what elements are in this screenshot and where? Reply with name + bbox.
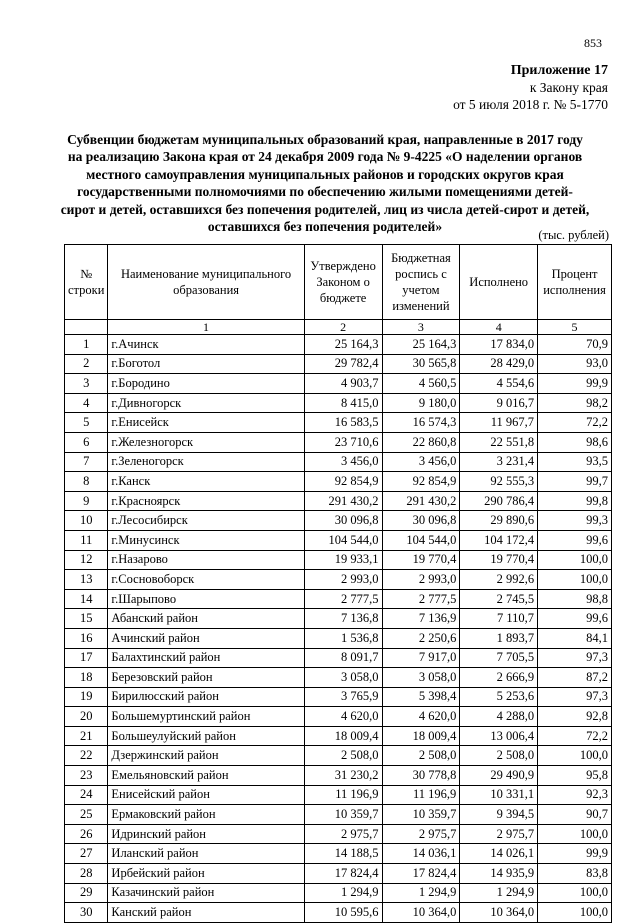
header-executed: Исполнено [460, 245, 538, 320]
municipality-name: г.Сосновоборск [108, 570, 304, 590]
approved-value: 291 430,2 [304, 491, 382, 511]
approved-value: 11 196,9 [304, 785, 382, 805]
table-row [65, 785, 612, 805]
page-number: 853 [584, 36, 602, 50]
municipality-name: г.Железногорск [108, 432, 304, 452]
table-row [65, 903, 612, 923]
percent-value: 72,2 [538, 413, 612, 433]
table-row [65, 511, 612, 531]
row-number: 5 [65, 413, 108, 433]
budget-schedule-value: 25 164,3 [382, 335, 460, 355]
row-number: 3 [65, 374, 108, 394]
executed-value: 2 975,7 [460, 824, 538, 844]
appendix-date: от 5 июля 2018 г. № 5-1770 [453, 97, 608, 112]
table-row [65, 413, 612, 433]
budget-schedule-value: 7 917,0 [382, 648, 460, 668]
percent-value: 98,6 [538, 432, 612, 452]
executed-value: 2 745,5 [460, 589, 538, 609]
percent-value: 99,6 [538, 609, 612, 629]
row-number: 25 [65, 805, 108, 825]
budget-schedule-value: 2 777,5 [382, 589, 460, 609]
approved-value: 3 058,0 [304, 668, 382, 688]
row-number: 21 [65, 726, 108, 746]
header-municipality: Наименование муниципального образования [108, 245, 304, 320]
municipality-name: г.Минусинск [108, 530, 304, 550]
approved-value: 7 136,8 [304, 609, 382, 629]
municipality-name: Ачинский район [108, 628, 304, 648]
row-number: 15 [65, 609, 108, 629]
executed-value: 13 006,4 [460, 726, 538, 746]
percent-value: 99,3 [538, 511, 612, 531]
approved-value: 2 508,0 [304, 746, 382, 766]
appendix-title: Приложение 17 [510, 63, 608, 78]
budget-schedule-value: 14 036,1 [382, 844, 460, 864]
executed-value: 2 508,0 [460, 746, 538, 766]
percent-value: 99,7 [538, 472, 612, 492]
municipality-name: Абанский район [108, 609, 304, 629]
executed-value: 22 551,8 [460, 432, 538, 452]
percent-value: 98,8 [538, 589, 612, 609]
column-number: 3 [382, 320, 460, 335]
municipality-name: г.Шарыпово [108, 589, 304, 609]
municipality-name: Большемуртинский район [108, 707, 304, 727]
municipality-name: Идринский район [108, 824, 304, 844]
budget-schedule-value: 2 993,0 [382, 570, 460, 590]
executed-value: 4 554,6 [460, 374, 538, 394]
table-row [65, 766, 612, 786]
table-row [65, 491, 612, 511]
table-row [65, 628, 612, 648]
budget-schedule-value: 30 096,8 [382, 511, 460, 531]
budget-schedule-value: 2 975,7 [382, 824, 460, 844]
budget-schedule-value: 10 364,0 [382, 903, 460, 923]
budget-schedule-value: 2 250,6 [382, 628, 460, 648]
table-row [65, 374, 612, 394]
row-number: 4 [65, 393, 108, 413]
table-row [65, 452, 612, 472]
row-number: 2 [65, 354, 108, 374]
row-number: 6 [65, 432, 108, 452]
executed-value: 3 231,4 [460, 452, 538, 472]
table-row [65, 883, 612, 903]
executed-value: 14 026,1 [460, 844, 538, 864]
header-percent: Процент исполнения [538, 245, 612, 320]
percent-value: 87,2 [538, 668, 612, 688]
executed-value: 10 331,1 [460, 785, 538, 805]
budget-schedule-value: 5 398,4 [382, 687, 460, 707]
approved-value: 4 620,0 [304, 707, 382, 727]
percent-value: 84,1 [538, 628, 612, 648]
column-number-empty [65, 320, 108, 335]
document-title: Субвенции бюджетам муниципальных образований края, направленные в 2017 году на реализацию Закона края от 24 декабря 2009 года № 9-4225 «О наделении органов местного самоуправления муниципальных районов и городских округов края государственными полномочиями по обеспечению жилыми помещениями детей-сирот и детей, оставшихся без попечения родителей, лиц из числа детей-сирот и детей, оставшихся без попечения родителей» [60, 132, 590, 235]
budget-schedule-value: 30 778,8 [382, 766, 460, 786]
budget-schedule-value: 18 009,4 [382, 726, 460, 746]
approved-value: 3 456,0 [304, 452, 382, 472]
approved-value: 19 933,1 [304, 550, 382, 570]
executed-value: 9 394,5 [460, 805, 538, 825]
executed-value: 9 016,7 [460, 393, 538, 413]
executed-value: 5 253,6 [460, 687, 538, 707]
municipality-name: г.Зеленогорск [108, 452, 304, 472]
approved-value: 2 993,0 [304, 570, 382, 590]
budget-schedule-value: 17 824,4 [382, 864, 460, 884]
executed-value: 29 890,6 [460, 511, 538, 531]
approved-value: 1 294,9 [304, 883, 382, 903]
approved-value: 14 188,5 [304, 844, 382, 864]
row-number: 20 [65, 707, 108, 727]
row-number: 14 [65, 589, 108, 609]
municipality-name: Ирбейский район [108, 864, 304, 884]
percent-value: 93,0 [538, 354, 612, 374]
table-row [65, 746, 612, 766]
executed-value: 1 294,9 [460, 883, 538, 903]
row-number: 22 [65, 746, 108, 766]
percent-value: 98,2 [538, 393, 612, 413]
percent-value: 99,8 [538, 491, 612, 511]
table-row [65, 393, 612, 413]
percent-value: 97,3 [538, 648, 612, 668]
appendix-block [453, 62, 608, 113]
unit-label: (тыс. рублей) [538, 228, 609, 242]
table-row [65, 609, 612, 629]
budget-schedule-value: 2 508,0 [382, 746, 460, 766]
municipality-name: Ермаковский район [108, 805, 304, 825]
percent-value: 99,9 [538, 844, 612, 864]
percent-value: 97,3 [538, 687, 612, 707]
row-number: 16 [65, 628, 108, 648]
table-row [65, 570, 612, 590]
executed-value: 28 429,0 [460, 354, 538, 374]
table-row [65, 550, 612, 570]
row-number: 10 [65, 511, 108, 531]
approved-value: 25 164,3 [304, 335, 382, 355]
budget-schedule-value: 7 136,9 [382, 609, 460, 629]
executed-value: 11 967,7 [460, 413, 538, 433]
percent-value: 83,8 [538, 864, 612, 884]
municipality-name: Березовский район [108, 668, 304, 688]
table-row [65, 687, 612, 707]
table-row [65, 726, 612, 746]
percent-value: 92,3 [538, 785, 612, 805]
column-number-row [65, 320, 612, 335]
header-budget-schedule: Бюджетная роспись с учетом изменений [382, 245, 460, 320]
table-row [65, 844, 612, 864]
percent-value: 93,5 [538, 452, 612, 472]
municipality-name: Дзержинский район [108, 746, 304, 766]
table-row [65, 589, 612, 609]
approved-value: 92 854,9 [304, 472, 382, 492]
approved-value: 23 710,6 [304, 432, 382, 452]
percent-value: 100,0 [538, 883, 612, 903]
row-number: 19 [65, 687, 108, 707]
approved-value: 10 359,7 [304, 805, 382, 825]
table-row [65, 824, 612, 844]
executed-value: 2 666,9 [460, 668, 538, 688]
municipality-name: г.Лесосибирск [108, 511, 304, 531]
executed-value: 19 770,4 [460, 550, 538, 570]
percent-value: 100,0 [538, 570, 612, 590]
approved-value: 16 583,5 [304, 413, 382, 433]
table-row [65, 530, 612, 550]
municipality-name: г.Ачинск [108, 335, 304, 355]
table-row [65, 432, 612, 452]
table-row [65, 335, 612, 355]
row-number: 9 [65, 491, 108, 511]
municipality-name: Енисейский район [108, 785, 304, 805]
executed-value: 4 288,0 [460, 707, 538, 727]
municipality-name: Казачинский район [108, 883, 304, 903]
approved-value: 31 230,2 [304, 766, 382, 786]
municipality-name: Большеулуйский район [108, 726, 304, 746]
executed-value: 104 172,4 [460, 530, 538, 550]
row-number: 7 [65, 452, 108, 472]
municipality-name: г.Енисейск [108, 413, 304, 433]
column-number: 1 [108, 320, 304, 335]
percent-value: 90,7 [538, 805, 612, 825]
row-number: 1 [65, 335, 108, 355]
header-approved: Утверждено Законом о бюджете [304, 245, 382, 320]
row-number: 24 [65, 785, 108, 805]
executed-value: 1 893,7 [460, 628, 538, 648]
budget-schedule-value: 104 544,0 [382, 530, 460, 550]
municipality-name: г.Красноярск [108, 491, 304, 511]
approved-value: 8 415,0 [304, 393, 382, 413]
approved-value: 8 091,7 [304, 648, 382, 668]
row-number: 12 [65, 550, 108, 570]
approved-value: 18 009,4 [304, 726, 382, 746]
table-row [65, 648, 612, 668]
budget-schedule-value: 16 574,3 [382, 413, 460, 433]
municipality-name: Емельяновский район [108, 766, 304, 786]
approved-value: 10 595,6 [304, 903, 382, 923]
percent-value: 100,0 [538, 824, 612, 844]
municipality-name: г.Бородино [108, 374, 304, 394]
municipality-name: г.Канск [108, 472, 304, 492]
approved-value: 29 782,4 [304, 354, 382, 374]
budget-schedule-value: 291 430,2 [382, 491, 460, 511]
budget-schedule-value: 1 294,9 [382, 883, 460, 903]
percent-value: 95,8 [538, 766, 612, 786]
approved-value: 3 765,9 [304, 687, 382, 707]
executed-value: 29 490,9 [460, 766, 538, 786]
executed-value: 7 705,5 [460, 648, 538, 668]
budget-schedule-value: 10 359,7 [382, 805, 460, 825]
executed-value: 92 555,3 [460, 472, 538, 492]
approved-value: 2 975,7 [304, 824, 382, 844]
row-number: 23 [65, 766, 108, 786]
executed-value: 290 786,4 [460, 491, 538, 511]
budget-schedule-value: 4 560,5 [382, 374, 460, 394]
approved-value: 2 777,5 [304, 589, 382, 609]
percent-value: 70,9 [538, 335, 612, 355]
executed-value: 14 935,9 [460, 864, 538, 884]
municipality-name: Иланский район [108, 844, 304, 864]
budget-schedule-value: 92 854,9 [382, 472, 460, 492]
budget-schedule-value: 30 565,8 [382, 354, 460, 374]
municipality-name: Бирилюсский район [108, 687, 304, 707]
percent-value: 99,6 [538, 530, 612, 550]
table-row [65, 668, 612, 688]
percent-value: 100,0 [538, 746, 612, 766]
row-number: 18 [65, 668, 108, 688]
column-number: 5 [538, 320, 612, 335]
appendix-law-ref: к Закону края [529, 80, 608, 95]
municipality-name: г.Назарово [108, 550, 304, 570]
percent-value: 100,0 [538, 550, 612, 570]
budget-schedule-value: 4 620,0 [382, 707, 460, 727]
percent-value: 92,8 [538, 707, 612, 727]
approved-value: 4 903,7 [304, 374, 382, 394]
budget-schedule-value: 9 180,0 [382, 393, 460, 413]
row-number: 17 [65, 648, 108, 668]
executed-value: 2 992,6 [460, 570, 538, 590]
municipality-name: г.Дивногорск [108, 393, 304, 413]
row-number: 11 [65, 530, 108, 550]
row-number: 26 [65, 824, 108, 844]
row-number: 30 [65, 903, 108, 923]
table-row [65, 707, 612, 727]
header-row-number: № строки [65, 245, 108, 320]
row-number: 8 [65, 472, 108, 492]
table-body [65, 335, 612, 923]
table-row [65, 472, 612, 492]
executed-value: 10 364,0 [460, 903, 538, 923]
approved-value: 30 096,8 [304, 511, 382, 531]
column-number: 2 [304, 320, 382, 335]
budget-schedule-value: 3 058,0 [382, 668, 460, 688]
municipality-name: Канский район [108, 903, 304, 923]
budget-schedule-value: 19 770,4 [382, 550, 460, 570]
executed-value: 7 110,7 [460, 609, 538, 629]
approved-value: 17 824,4 [304, 864, 382, 884]
budget-schedule-value: 22 860,8 [382, 432, 460, 452]
budget-schedule-value: 3 456,0 [382, 452, 460, 472]
row-number: 29 [65, 883, 108, 903]
row-number: 27 [65, 844, 108, 864]
table-header-row [65, 245, 612, 320]
executed-value: 17 834,0 [460, 335, 538, 355]
row-number: 13 [65, 570, 108, 590]
approved-value: 104 544,0 [304, 530, 382, 550]
table-row [65, 354, 612, 374]
table-row [65, 864, 612, 884]
budget-schedule-value: 11 196,9 [382, 785, 460, 805]
subsidies-table [64, 244, 612, 923]
percent-value: 99,9 [538, 374, 612, 394]
row-number: 28 [65, 864, 108, 884]
percent-value: 100,0 [538, 903, 612, 923]
percent-value: 72,2 [538, 726, 612, 746]
approved-value: 1 536,8 [304, 628, 382, 648]
column-number: 4 [460, 320, 538, 335]
municipality-name: Балахтинский район [108, 648, 304, 668]
table-row [65, 805, 612, 825]
municipality-name: г.Боготол [108, 354, 304, 374]
